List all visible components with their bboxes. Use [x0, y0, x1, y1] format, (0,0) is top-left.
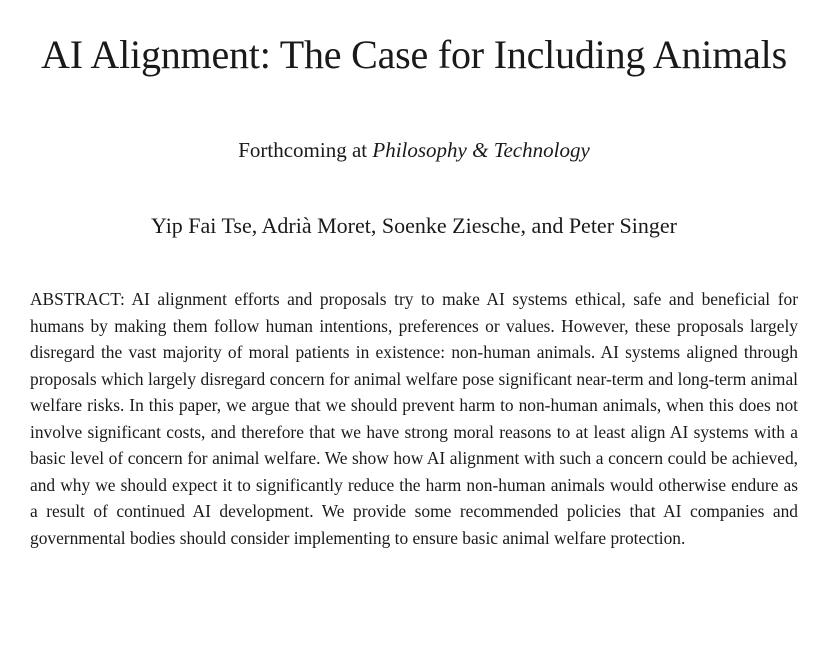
publication-venue	[30, 82, 798, 164]
abstract-text: AI alignment efforts and proposals try to make AI systems ethical, safe and beneficial for humans by making them follow human intentions, preferences or values. However, these proposals largely disregard the vast majority of moral patients in existence: non-human animals. AI systems aligned through proposals which largely disregard concern for animal welfare pose significant near-term and long-term animal welfare risks. In this paper, we argue that we should prevent harm to non-human animals, when this does not involve significant costs, and therefore that we have strong moral reasons to at least align AI systems with a basic level of concern for animal welfare. We show how AI alignment with such a concern could be achieved, and why we should expect it to significantly reduce the harm non-human animals would otherwise endure as a result of continued AI development. We provide some recommended policies that AI companies and governmental bodies should consider implementing to ensure basic animal welfare protection.	[30, 289, 798, 548]
journal-name: Philosophy & Technology	[372, 138, 590, 162]
paper-title: AI Alignment: The Case for Including Animals	[41, 32, 787, 77]
venue-prefix: Forthcoming at	[238, 138, 373, 162]
abstract-label: ABSTRACT:	[30, 289, 125, 309]
abstract	[30, 240, 798, 551]
author-list: Yip Fai Tse, Adrià Moret, Soenke Ziesche, and Peter Singer	[151, 213, 677, 238]
